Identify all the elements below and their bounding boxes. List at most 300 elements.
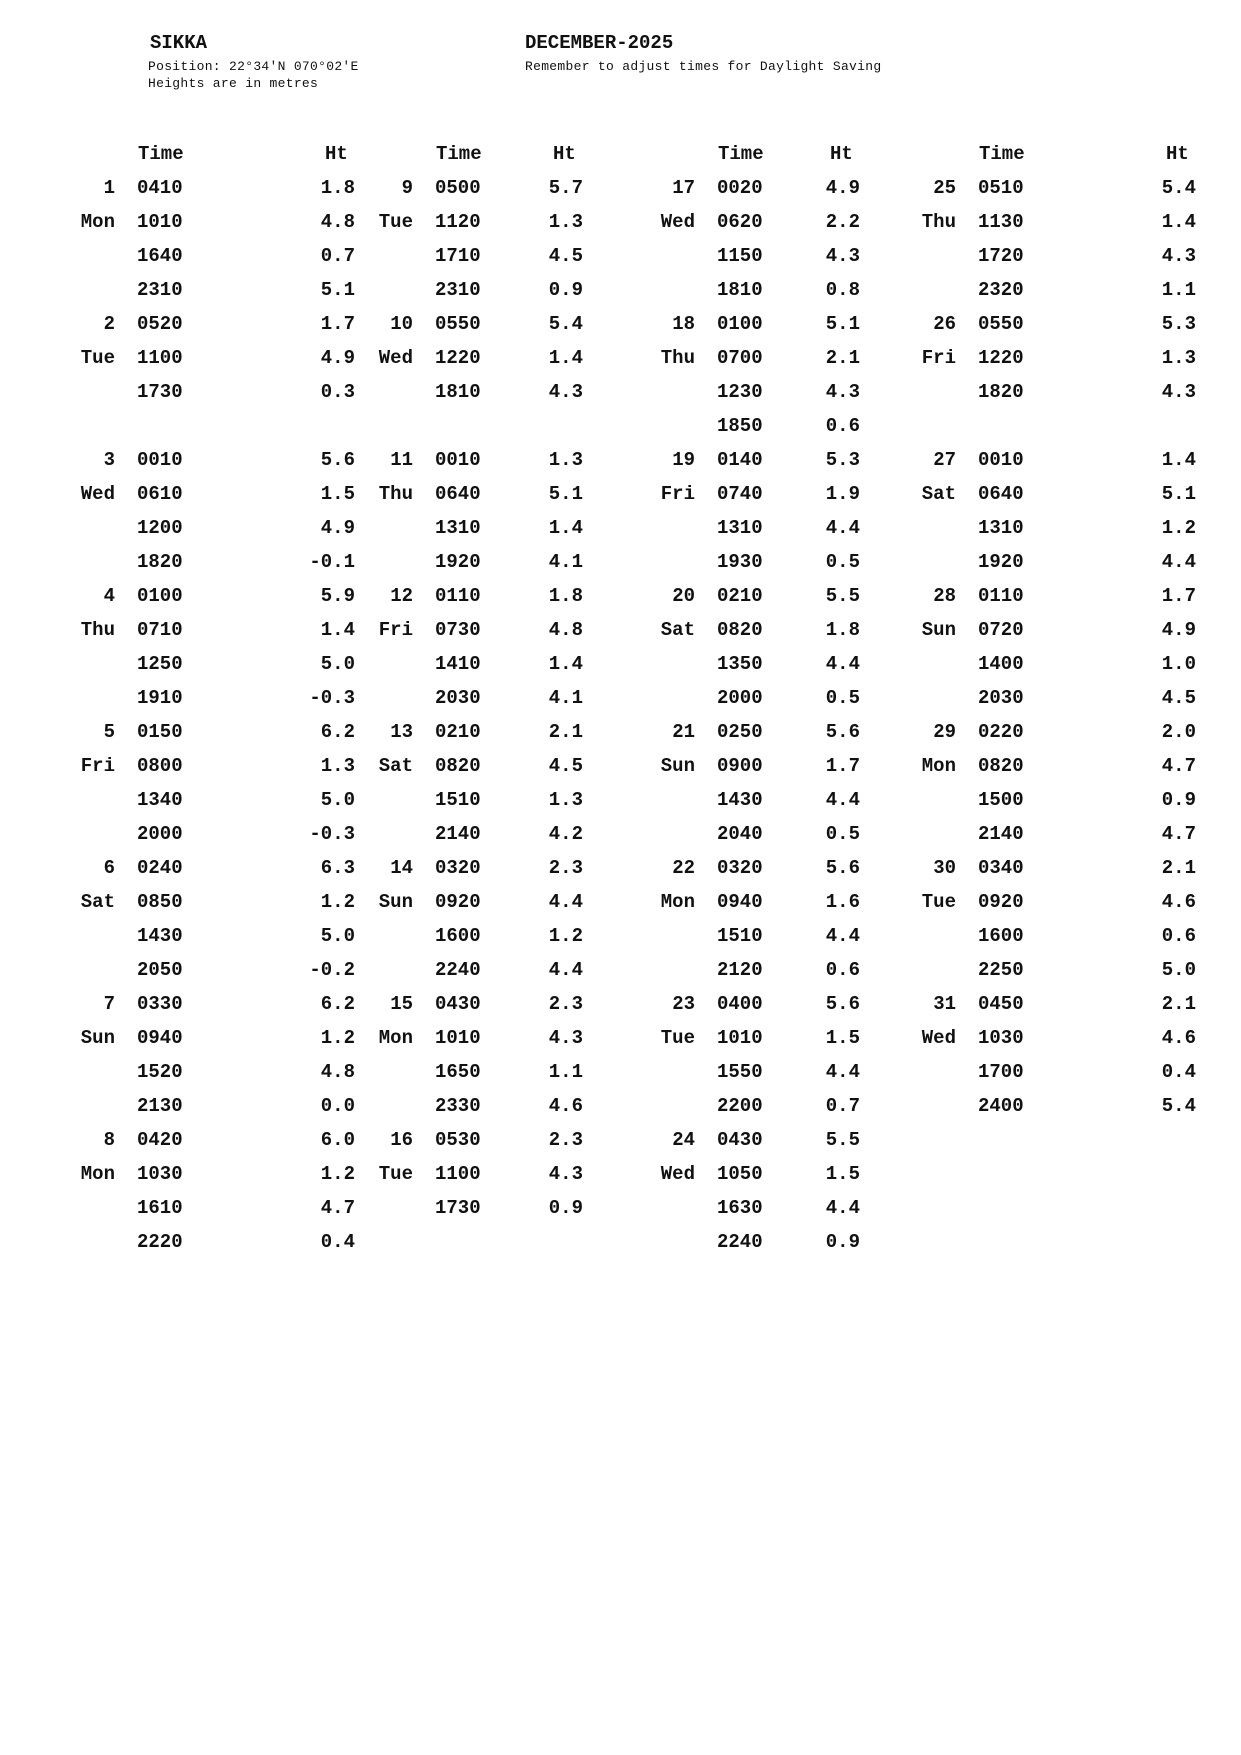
tide-row	[373, 1129, 653, 1163]
tide-height: 2.3	[548, 1129, 583, 1151]
tide-height: 1.7	[825, 755, 860, 777]
day-of-week: Mon	[921, 755, 956, 777]
tide-row	[75, 993, 355, 1027]
tide-height: 4.3	[548, 1027, 583, 1049]
day-of-week: Tue	[921, 891, 956, 913]
tide-row	[75, 721, 355, 755]
tide-time: 2250	[978, 959, 1024, 981]
day-number: 5	[103, 721, 115, 743]
tide-column-2	[373, 143, 653, 1283]
time-header: Time	[138, 143, 184, 165]
tide-time: 2330	[435, 1095, 481, 1117]
tide-row	[655, 483, 935, 517]
tide-row	[373, 755, 653, 789]
tide-height: 1.5	[825, 1027, 860, 1049]
month-title: DECEMBER-2025	[525, 32, 674, 54]
tide-time: 0320	[717, 857, 763, 879]
day-number: 14	[390, 857, 413, 879]
tide-height: 4.3	[825, 381, 860, 403]
day-number: 18	[672, 313, 695, 335]
day-of-week: Wed	[660, 211, 695, 233]
tide-time: 2240	[717, 1231, 763, 1253]
day-block	[655, 721, 935, 857]
tide-height: 0.0	[320, 1095, 355, 1117]
day-block	[75, 177, 355, 313]
tide-time: 1010	[435, 1027, 481, 1049]
day-number: 3	[103, 449, 115, 471]
day-of-week: Wed	[660, 1163, 695, 1185]
day-block	[655, 1129, 935, 1265]
day-of-week: Thu	[378, 483, 413, 505]
tide-row	[75, 857, 355, 891]
tide-time: 1150	[717, 245, 763, 267]
tide-column-1	[75, 143, 355, 1283]
tide-time: 1310	[717, 517, 763, 539]
tide-height: 4.7	[320, 1197, 355, 1219]
tide-row	[655, 789, 935, 823]
height-header: Ht	[553, 143, 576, 165]
tide-height: 5.1	[548, 483, 583, 505]
tide-time: 1730	[435, 1197, 481, 1219]
tide-time: 1550	[717, 1061, 763, 1083]
tide-height: 4.6	[1161, 891, 1196, 913]
day-block	[75, 313, 355, 449]
tide-time: 1810	[435, 381, 481, 403]
tide-height: -0.3	[309, 823, 355, 845]
tide-height: 4.4	[825, 1061, 860, 1083]
day-number: 1	[103, 177, 115, 199]
tide-row	[373, 1027, 653, 1061]
tide-row	[75, 449, 355, 483]
daylight-saving-note: Remember to adjust times for Daylight Saving	[525, 59, 882, 74]
tide-time: 1030	[137, 1163, 183, 1185]
tide-time: 1520	[137, 1061, 183, 1083]
tide-row	[916, 279, 1196, 313]
tide-height: 0.5	[825, 823, 860, 845]
tide-row	[373, 483, 653, 517]
tide-row	[655, 177, 935, 211]
tide-time: 0640	[978, 483, 1024, 505]
tide-height: 1.2	[320, 891, 355, 913]
time-header: Time	[979, 143, 1025, 165]
tide-row	[655, 551, 935, 585]
day-number: 11	[390, 449, 413, 471]
tide-time: 0250	[717, 721, 763, 743]
tide-height: 5.3	[1161, 313, 1196, 335]
day-number: 28	[933, 585, 956, 607]
tide-row	[916, 1061, 1196, 1095]
tide-row	[655, 653, 935, 687]
tide-time: 1400	[978, 653, 1024, 675]
day-number: 6	[103, 857, 115, 879]
tide-height: 5.6	[825, 857, 860, 879]
tide-height: 1.3	[320, 755, 355, 777]
tide-time: 1100	[137, 347, 183, 369]
tide-row	[655, 993, 935, 1027]
tide-time: 2030	[435, 687, 481, 709]
time-header: Time	[436, 143, 482, 165]
tide-time: 0450	[978, 993, 1024, 1015]
tide-row	[373, 177, 653, 211]
tide-row	[916, 959, 1196, 993]
tide-time: 2000	[137, 823, 183, 845]
tide-height: 4.9	[320, 517, 355, 539]
day-of-week: Wed	[378, 347, 413, 369]
tide-height: 5.0	[1161, 959, 1196, 981]
tide-height: 6.3	[320, 857, 355, 879]
tide-row	[916, 857, 1196, 891]
tide-row	[75, 211, 355, 245]
tide-time: 0010	[978, 449, 1024, 471]
tide-height: 1.6	[825, 891, 860, 913]
tide-height: 5.5	[825, 1129, 860, 1151]
day-block	[373, 313, 653, 449]
tide-time: 1100	[435, 1163, 481, 1185]
tide-height: 5.0	[320, 925, 355, 947]
tide-time: 1930	[717, 551, 763, 573]
day-block	[75, 449, 355, 585]
day-block	[916, 857, 1196, 993]
tide-time: 0150	[137, 721, 183, 743]
tide-height: 5.1	[320, 279, 355, 301]
tide-row	[655, 1027, 935, 1061]
day-of-week: Sun	[80, 1027, 115, 1049]
tide-time: 0940	[717, 891, 763, 913]
tide-row	[373, 925, 653, 959]
day-block	[75, 585, 355, 721]
day-number: 19	[672, 449, 695, 471]
tide-height: 5.6	[825, 993, 860, 1015]
tide-time: 0430	[435, 993, 481, 1015]
tide-row	[373, 1061, 653, 1095]
tide-height: 1.1	[548, 1061, 583, 1083]
tide-height: 1.2	[548, 925, 583, 947]
day-of-week: Sun	[660, 755, 695, 777]
tide-time: 1710	[435, 245, 481, 267]
tide-time: 0100	[717, 313, 763, 335]
day-block	[916, 177, 1196, 313]
tide-row	[655, 449, 935, 483]
tide-row	[373, 313, 653, 347]
tide-height: 5.9	[320, 585, 355, 607]
tide-row	[373, 891, 653, 925]
tide-time: 2000	[717, 687, 763, 709]
tide-row	[655, 755, 935, 789]
tide-time: 0210	[717, 585, 763, 607]
tide-height: 0.6	[825, 959, 860, 981]
day-number: 13	[390, 721, 413, 743]
tide-row	[916, 483, 1196, 517]
tide-time: 0140	[717, 449, 763, 471]
station-name: SIKKA	[150, 32, 208, 54]
tide-row	[75, 619, 355, 653]
tide-row	[655, 347, 935, 381]
tide-height: 1.7	[1161, 585, 1196, 607]
units-note: Heights are in metres	[148, 76, 319, 91]
tide-row	[75, 653, 355, 687]
tide-row	[655, 1129, 935, 1163]
tide-time: 1430	[137, 925, 183, 947]
day-block	[373, 177, 653, 313]
tide-height: 4.3	[548, 381, 583, 403]
day-of-week: Mon	[80, 1163, 115, 1185]
tide-height: 4.1	[548, 551, 583, 573]
tide-time: 1610	[137, 1197, 183, 1219]
tide-time: 0610	[137, 483, 183, 505]
tide-height: 4.7	[1161, 823, 1196, 845]
day-block	[916, 585, 1196, 721]
tide-row	[655, 925, 935, 959]
tide-height: 1.4	[548, 653, 583, 675]
tide-time: 1600	[978, 925, 1024, 947]
day-number: 4	[103, 585, 115, 607]
tide-row	[373, 789, 653, 823]
tide-height: 5.4	[1161, 177, 1196, 199]
tide-time: 1630	[717, 1197, 763, 1219]
tide-row	[655, 1197, 935, 1231]
tide-height: 1.9	[825, 483, 860, 505]
day-block	[916, 721, 1196, 857]
tide-row	[655, 823, 935, 857]
tide-time: 0740	[717, 483, 763, 505]
tide-time: 0940	[137, 1027, 183, 1049]
tide-row	[916, 789, 1196, 823]
tide-time: 0110	[978, 585, 1024, 607]
day-number: 10	[390, 313, 413, 335]
tide-row	[75, 755, 355, 789]
tide-height: 1.8	[825, 619, 860, 641]
tide-time: 0820	[435, 755, 481, 777]
tide-time: 1310	[435, 517, 481, 539]
tide-row	[75, 347, 355, 381]
tide-row	[655, 721, 935, 755]
tide-time: 1920	[978, 551, 1024, 573]
tide-row	[373, 551, 653, 585]
tide-row	[75, 959, 355, 993]
day-block	[655, 993, 935, 1129]
tide-time: 0550	[435, 313, 481, 335]
day-of-week: Thu	[660, 347, 695, 369]
tide-row	[75, 1197, 355, 1231]
tide-height: 4.8	[320, 1061, 355, 1083]
day-block	[75, 721, 355, 857]
tide-row	[75, 1231, 355, 1265]
tide-time: 1220	[435, 347, 481, 369]
tide-height: 5.1	[825, 313, 860, 335]
day-number: 31	[933, 993, 956, 1015]
tide-row	[916, 551, 1196, 585]
tide-column-3	[655, 143, 935, 1283]
tide-height: 1.4	[548, 517, 583, 539]
tide-row	[655, 313, 935, 347]
tide-row	[373, 585, 653, 619]
tide-row	[655, 245, 935, 279]
tide-time: 0410	[137, 177, 183, 199]
tide-height: 1.4	[548, 347, 583, 369]
tide-height: 4.1	[548, 687, 583, 709]
tide-height: 2.2	[825, 211, 860, 233]
day-block	[75, 1129, 355, 1265]
tide-time: 1810	[717, 279, 763, 301]
tide-height: 4.6	[548, 1095, 583, 1117]
tide-height: 1.1	[1161, 279, 1196, 301]
tide-time: 2400	[978, 1095, 1024, 1117]
tide-row	[75, 313, 355, 347]
tide-height: 4.4	[825, 653, 860, 675]
day-number: 29	[933, 721, 956, 743]
day-number: 16	[390, 1129, 413, 1151]
tide-time: 1700	[978, 1061, 1024, 1083]
tide-row	[75, 925, 355, 959]
tide-row	[373, 1197, 653, 1231]
day-number: 12	[390, 585, 413, 607]
tide-height: 2.1	[1161, 857, 1196, 879]
tide-height: 5.7	[548, 177, 583, 199]
tide-time: 0520	[137, 313, 183, 335]
tide-row	[373, 279, 653, 313]
tide-time: 0340	[978, 857, 1024, 879]
day-block	[655, 585, 935, 721]
tide-time: 1650	[435, 1061, 481, 1083]
tide-height: 4.4	[825, 925, 860, 947]
tide-row	[373, 1163, 653, 1197]
tide-row	[916, 245, 1196, 279]
day-number: 8	[103, 1129, 115, 1151]
tide-row	[373, 721, 653, 755]
day-block	[373, 721, 653, 857]
tide-height: 0.6	[825, 415, 860, 437]
day-block	[655, 313, 935, 449]
tide-time: 1730	[137, 381, 183, 403]
tide-row	[655, 857, 935, 891]
tide-time: 2220	[137, 1231, 183, 1253]
day-of-week: Tue	[378, 211, 413, 233]
tide-time: 0330	[137, 993, 183, 1015]
day-block	[373, 993, 653, 1129]
day-of-week: Fri	[80, 755, 115, 777]
tide-row	[75, 517, 355, 551]
day-block	[373, 1129, 653, 1265]
tide-height: 2.1	[825, 347, 860, 369]
tide-row	[373, 687, 653, 721]
tide-time: 1120	[435, 211, 481, 233]
tide-height: 4.3	[1161, 245, 1196, 267]
tide-time: 1200	[137, 517, 183, 539]
day-number: 9	[401, 177, 413, 199]
tide-row	[373, 993, 653, 1027]
tide-row	[75, 1061, 355, 1095]
tide-time: 2030	[978, 687, 1024, 709]
day-number: 21	[672, 721, 695, 743]
tide-height: 6.2	[320, 721, 355, 743]
tide-time: 0510	[978, 177, 1024, 199]
tide-height: 1.8	[548, 585, 583, 607]
tide-height: 4.4	[825, 789, 860, 811]
day-of-week: Thu	[921, 211, 956, 233]
tide-row	[916, 1027, 1196, 1061]
tide-height: 2.0	[1161, 721, 1196, 743]
tide-height: 5.3	[825, 449, 860, 471]
tide-time: 2240	[435, 959, 481, 981]
tide-time: 0240	[137, 857, 183, 879]
tide-time: 1600	[435, 925, 481, 947]
tide-height: 0.9	[548, 1197, 583, 1219]
tide-row	[75, 1129, 355, 1163]
tide-row	[916, 381, 1196, 415]
tide-row	[916, 721, 1196, 755]
tide-time: 1820	[978, 381, 1024, 403]
time-header: Time	[718, 143, 764, 165]
tide-height: 4.4	[1161, 551, 1196, 573]
tide-height: 1.4	[1161, 211, 1196, 233]
tide-row	[75, 551, 355, 585]
tide-row	[373, 1095, 653, 1129]
tide-time: 1720	[978, 245, 1024, 267]
tide-time: 1500	[978, 789, 1024, 811]
tide-height: 4.4	[825, 1197, 860, 1219]
tide-time: 1910	[137, 687, 183, 709]
day-number: 24	[672, 1129, 695, 1151]
tide-time: 1920	[435, 551, 481, 573]
day-block	[655, 449, 935, 585]
tide-time: 0720	[978, 619, 1024, 641]
tide-time: 1820	[137, 551, 183, 573]
tide-row	[916, 755, 1196, 789]
tide-height: 1.7	[320, 313, 355, 335]
tide-row	[75, 483, 355, 517]
tide-time: 2130	[137, 1095, 183, 1117]
tide-time: 0820	[978, 755, 1024, 777]
tide-time: 2140	[435, 823, 481, 845]
tide-height: 1.5	[825, 1163, 860, 1185]
tide-row	[916, 993, 1196, 1027]
tide-time: 0920	[978, 891, 1024, 913]
tide-height: 1.2	[1161, 517, 1196, 539]
tide-height: 5.0	[320, 789, 355, 811]
tide-height: 0.4	[1161, 1061, 1196, 1083]
tide-height: 1.5	[320, 483, 355, 505]
tide-row	[655, 687, 935, 721]
day-of-week: Tue	[80, 347, 115, 369]
tide-time: 0110	[435, 585, 481, 607]
tide-height: 4.3	[548, 1163, 583, 1185]
tide-height: 1.2	[320, 1027, 355, 1049]
height-header: Ht	[325, 143, 348, 165]
tide-row	[75, 891, 355, 925]
tide-height: 1.8	[320, 177, 355, 199]
tide-time: 1230	[717, 381, 763, 403]
tide-row	[75, 789, 355, 823]
tide-row	[373, 857, 653, 891]
tide-row	[373, 959, 653, 993]
position-note: Position: 22°34'N 070°02'E	[148, 59, 359, 74]
tide-row	[655, 1231, 935, 1265]
day-of-week: Sun	[378, 891, 413, 913]
tide-height: 6.0	[320, 1129, 355, 1151]
day-block	[916, 449, 1196, 585]
day-number: 20	[672, 585, 695, 607]
day-block	[373, 449, 653, 585]
tide-time: 1030	[978, 1027, 1024, 1049]
tide-row	[373, 823, 653, 857]
day-number: 15	[390, 993, 413, 1015]
day-block	[373, 585, 653, 721]
day-of-week: Mon	[80, 211, 115, 233]
tide-time: 0850	[137, 891, 183, 913]
tide-row	[655, 585, 935, 619]
tide-time: 2200	[717, 1095, 763, 1117]
tide-height: 4.7	[1161, 755, 1196, 777]
